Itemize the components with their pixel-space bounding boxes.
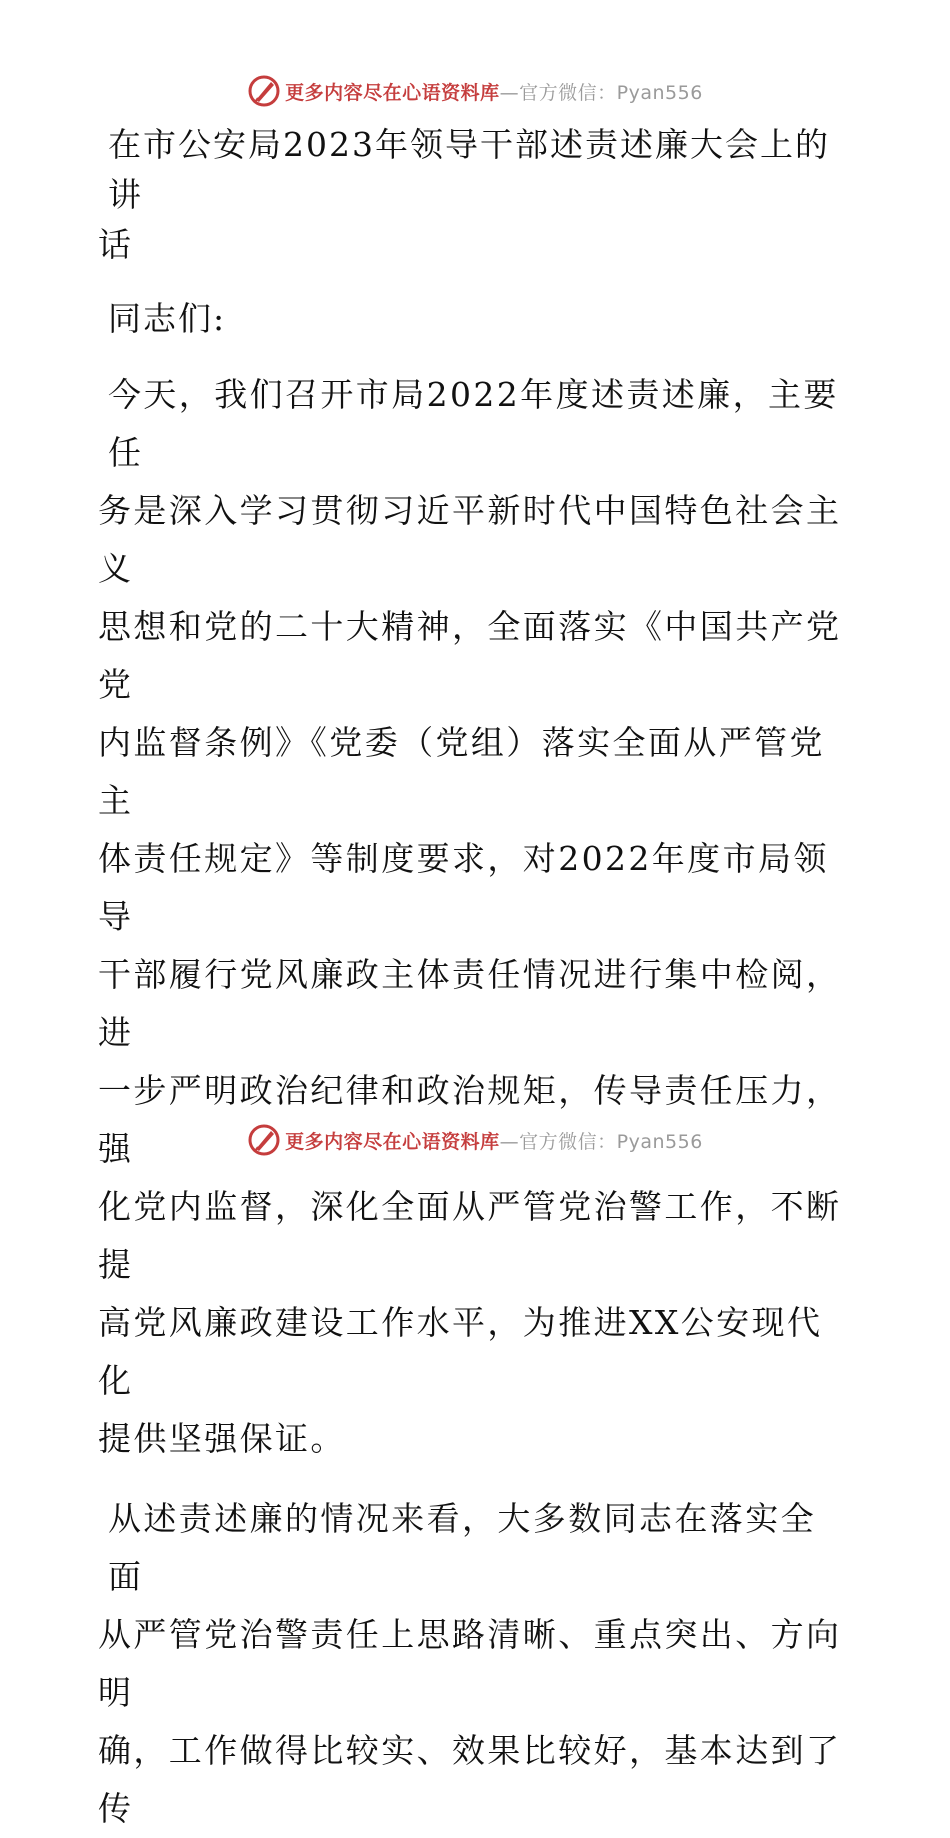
watermark-gray-text: 官方微信：Pyan556 xyxy=(519,1130,703,1153)
paragraph-1-line: 体责任规定》等制度要求，对2022年度市局领导 xyxy=(98,839,829,936)
paragraph-1-line: 思想和党的二十大精神，全面落实《中国共产党党 xyxy=(98,607,842,704)
footer-watermark xyxy=(0,1120,950,1160)
document-body xyxy=(98,120,850,1838)
title-line-2: 话 xyxy=(98,225,133,264)
watermark-separator: — xyxy=(499,1130,520,1153)
quill-circle-logo-icon xyxy=(247,1123,281,1157)
paragraph-2 xyxy=(98,1490,850,1838)
watermark-gray-text: 官方微信：Pyan556 xyxy=(519,81,703,104)
paragraph-1-line: 提供坚强保证。 xyxy=(98,1419,346,1458)
paragraph-1-line: 一步严明政治纪律和政治规矩，传导责任压力，强 xyxy=(98,1071,842,1168)
quill-circle-logo-icon xyxy=(247,74,281,108)
paragraph-1-line: 务是深入学习贯彻习近平新时代中国特色社会主义 xyxy=(98,491,842,588)
paragraph-2-line: 从严管党治警责任上思路清晰、重点突出、方向明 xyxy=(98,1615,842,1712)
paragraph-2-line: 从述责述廉的情况来看，大多数同志在落实全面 xyxy=(108,1499,816,1596)
header-watermark xyxy=(0,71,950,111)
watermark-red-text: 更多内容尽在心语资料库 xyxy=(285,1130,500,1153)
title-line-1: 在市公安局2023年领导干部述责述廉大会上的讲 xyxy=(108,125,830,214)
paragraph-1 xyxy=(98,366,850,1468)
watermark-separator: — xyxy=(499,81,520,104)
paragraph-1-line: 干部履行党风廉政主体责任情况进行集中检阅，进 xyxy=(98,955,842,1052)
paragraph-2-line: 确，工作做得比较实、效果比较好，基本达到了传 xyxy=(98,1731,842,1828)
paragraph-1-line: 今天，我们召开市局2022年度述责述廉，主要任 xyxy=(108,375,839,472)
paragraph-1-line: 化党内监督，深化全面从严管党治警工作，不断提 xyxy=(98,1187,842,1284)
paragraph-1-line: 内监督条例》《党委（党组）落实全面从严管党主 xyxy=(98,723,825,820)
watermark-red-text: 更多内容尽在心语资料库 xyxy=(285,81,500,104)
paragraph-1-line: 高党风廉政建设工作水平，为推进XX公安现代化 xyxy=(98,1303,823,1400)
salutation: 同志们: xyxy=(108,299,227,338)
document-title xyxy=(98,120,850,270)
